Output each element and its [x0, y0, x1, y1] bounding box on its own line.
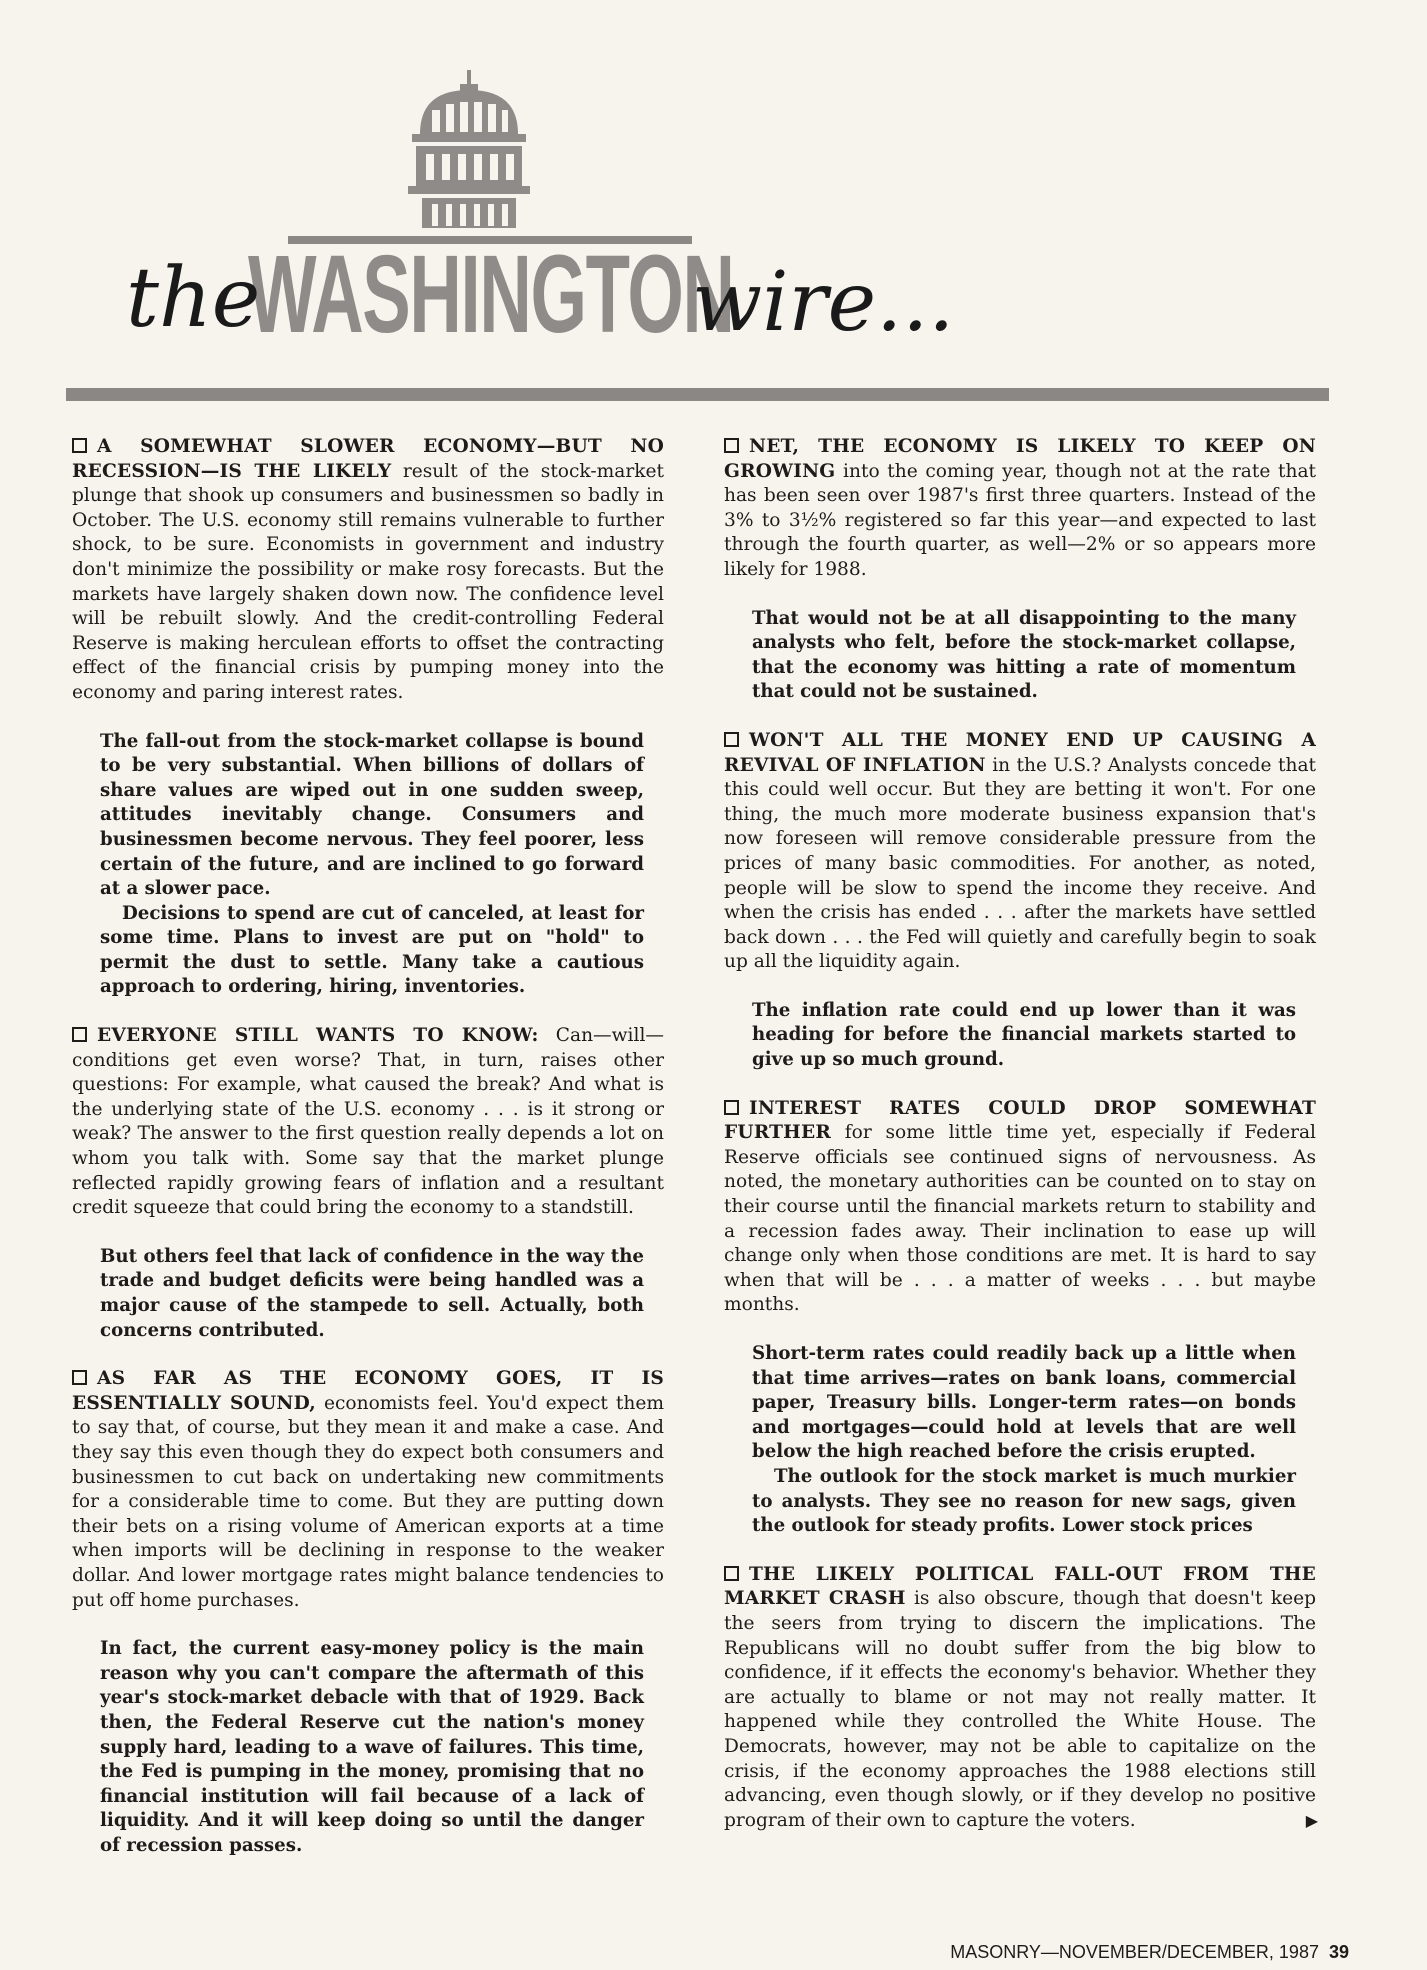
checkbox-bullet-icon [72, 438, 87, 453]
bold-summary [72, 730, 664, 1001]
item-body: result of the stock-market plunge that shook up consumers and businessmen so badly in October. The U.S. economy still remains vulnerable to further shock, to be sure. Economists in government and industry don't minimize the possibility or make rosy forecasts. But the markets have largely shaken down now. The confidence level will be rebuilt slowly. And the credit-controlling Federal Reserve is making herculean efforts to offset the contracting effect of the financial crisis by pumping money into the economy and paring interest rates. [72, 460, 664, 703]
item-lead: THE LIKELY POLITICAL FALL-OUT FROM THE MARKET CRASH [724, 1563, 1316, 1610]
left-column [72, 435, 664, 1882]
masthead-script-wire: wire... [692, 255, 955, 350]
news-item [72, 435, 664, 706]
bold-paragraph: The fall-out from the stock-market collapse is bound to be very substantial. When billions of dollars of share values are wiped out in one sudden sweep, attitudes inevitably change. Consumers and businessmen become nervous. They feel poorer, less certain of the future, and are inclined to go forward at a slower pace. [100, 730, 644, 900]
page-footer [950, 1942, 1349, 1963]
masthead [0, 0, 1427, 410]
item-lead: EVERYONE STILL WANTS TO KNOW: [97, 1025, 539, 1047]
bold-summary [72, 1637, 664, 1858]
checkbox-bullet-icon [724, 438, 739, 453]
bold-paragraph: But others feel that lack of confidence in the way the trade and budget deficits were being handled was a major cause of the stampede to sell. Actually, both concerns contributed. [100, 1245, 644, 1341]
news-item [724, 729, 1316, 975]
footer-publication: MASONRY—NOVEMBER/DECEMBER, 1987 [950, 1942, 1319, 1962]
bold-summary [724, 999, 1316, 1073]
checkbox-bullet-icon [72, 1027, 87, 1042]
item-lead: WON'T ALL THE MONEY END UP CAUSING A REVIVAL OF INFLATION [724, 729, 1316, 776]
news-item [724, 1563, 1316, 1834]
item-lead: INTEREST RATES COULD DROP SOMEWHAT FURTHER [724, 1097, 1316, 1144]
masthead-title: WASHINGTON [248, 233, 734, 356]
masthead-script-the: the [126, 251, 261, 346]
news-item [724, 435, 1316, 583]
item-body: in the U.S.? Analysts concede that this could well occur. But they are betting it won't. For one thing, the much more moderate business expansion that's now foreseen will remove considerable pressure from the prices of many basic commodities. For another, as noted, people will be slow to spend the income they receive. And when the crisis has ended . . . after the markets have settled back down . . . the Fed will quietly and carefully begin to soak up all the liquidity again. [724, 754, 1316, 973]
item-body: economists feel. You'd expect them to say that, of course, but they mean it and make a case. And they say this even though they do expect both consumers and businessmen to cut back on undertaking new commitments for a considerable time to come. But they are putting down their bets on a rising volume of American exports at a time when imports will be declining in response to the weaker dollar. And lower mortgage rates might balance tendencies to put off home purchases. [72, 1392, 664, 1611]
checkbox-bullet-icon [724, 1100, 739, 1115]
news-item [72, 1024, 664, 1221]
bold-summary [72, 1245, 664, 1343]
item-lead: NET, THE ECONOMY IS LIKELY TO KEEP ON GROWING [724, 436, 1316, 482]
checkbox-bullet-icon [72, 1370, 87, 1385]
checkbox-bullet-icon [724, 1566, 739, 1581]
bold-summary [724, 607, 1316, 705]
page-number: 39 [1328, 1942, 1349, 1962]
capitol-dome-logo [380, 70, 680, 245]
item-lead: A SOMEWHAT SLOWER ECONOMY—BUT NO RECESSION—IS THE LIKELY [72, 436, 664, 482]
bold-paragraph: The inflation rate could end up lower than it was heading for before the financial markets started to give up so much ground. [752, 999, 1296, 1071]
item-body: Can—will—conditions get even worse? That, in turn, raises other questions: For example, what caused the break? And what is the underlying state of the U.S. economy . . . is it strong or weak? The answer to the first question really depends a lot on whom you talk with. Some say that the market plunge reflected rapidly growing fears of inflation and a resultant credit squeeze that could bring the economy to a standstill. [72, 1025, 664, 1219]
bold-paragraph: In fact, the current easy-money policy is the main reason why you can't compare the aftermath of this year's stock-market debacle with that of 1929. Back then, the Federal Reserve cut the nation's money supply hard, leading to a wave of failures. This time, the Fed is pumping in the money, promising that no financial institution will fail because of a lack of liquidity. And it will keep doing so until the danger of recession passes. [100, 1638, 644, 1856]
checkbox-bullet-icon [724, 732, 739, 747]
news-item [724, 1097, 1316, 1318]
news-item [72, 1367, 664, 1613]
item-body: into the coming year, though not at the rate that has been seen over 1987's first three quarters. Instead of the 3% to 3½% registered so far this year—and expected to last through the fourth quarter, as well—2% or so appears more likely for 1988. [724, 460, 1316, 580]
item-lead: AS FAR AS THE ECONOMY GOES, IT IS ESSENTIALLY SOUND, [72, 1368, 664, 1414]
bold-summary [724, 1342, 1316, 1539]
item-body: is also obscure, though that doesn't keep the seers from trying to discern the implications. The Republicans will no doubt suffer from the big blow to confidence, if it effects the economy's behavior. Whether they are actually to blame or not may not really matter. It happened while they controlled the White House. The Democrats, however, may not be able to capitalize on the crisis, if the economy approaches the 1988 elections still advancing, even though slowly, or if they develop no positive program of their own to capture the voters. [724, 1588, 1316, 1831]
masthead-rule [66, 388, 1329, 401]
item-body: for some little time yet, especially if Federal Reserve officials see continued signs of nervousness. As noted, the monetary authorities can be counted on to stay on their course until the financial markets return to stability and a recession fades away. Their inclination to ease up will change only when those conditions are met. It is hard to say when that will be . . . a matter of weeks . . . but maybe months. [724, 1122, 1316, 1316]
bold-paragraph: Decisions to spend are cut of canceled, at least for some time. Plans to invest are put on "hold" to permit the dust to settle. Many take a cautious approach to ordering, hiring, inventories. [100, 902, 644, 998]
bold-paragraph: That would not be at all disappointing to the many analysts who felt, before the stock-market collapse, that the economy was hitting a rate of momentum that could not be sustained. [752, 607, 1296, 703]
right-column [724, 435, 1316, 1857]
continue-arrow-icon: ▶ [1305, 1810, 1318, 1830]
bold-paragraph: Short-term rates could readily back up a little when that time arrives—rates on bank loans, commercial paper, Treasury bills. Longer-term rates—on bonds and mortgages—could hold at levels that are well below the high reached before the crisis erupted. [752, 1343, 1296, 1463]
bold-paragraph: The outlook for the stock market is much murkier to analysts. They see no reason for new sags, given the outlook for steady profits. Lower stock prices [752, 1465, 1296, 1537]
